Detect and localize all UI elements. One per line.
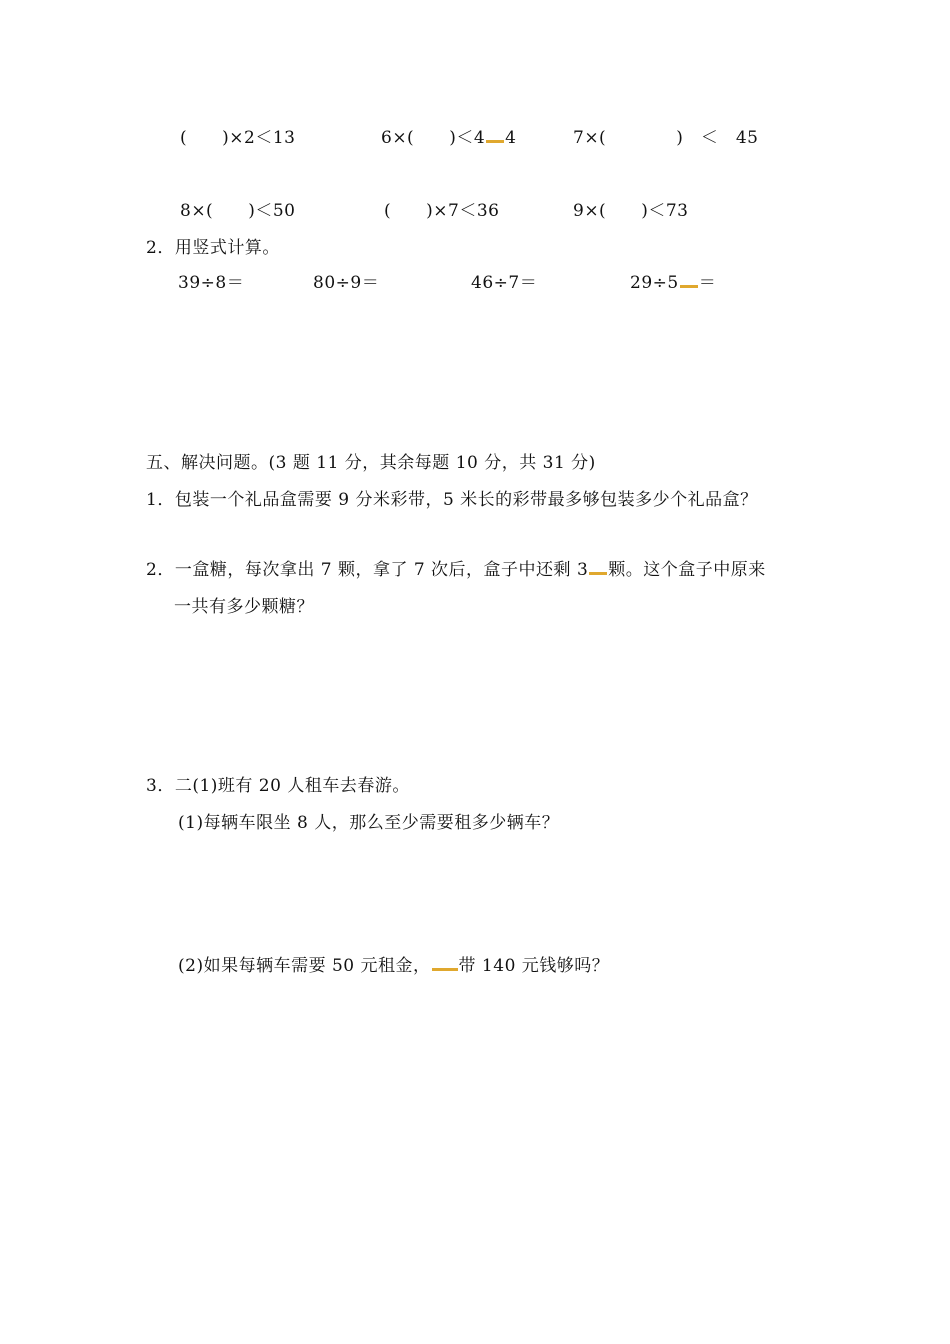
problem-1: 1．包装一个礼品盒需要 9 分米彩带，5 米长的彩带最多够包装多少个礼品盒？	[146, 490, 758, 510]
inequality-2-right: 4	[505, 128, 517, 148]
division-4-expr: 29÷5	[630, 273, 679, 293]
highlight-mark	[589, 572, 607, 575]
division-2: 80÷9＝	[313, 273, 380, 293]
problem-2-line-1	[146, 562, 766, 579]
problem-3: 3．二(1)班有 20 人租车去春游。	[146, 776, 410, 796]
problem-3-sub-1: (1)每辆车限坐 8 人，那么至少需要租多少辆车？	[178, 813, 560, 833]
highlight-mark	[486, 140, 504, 143]
problem-3-sub-2-part-b: 带 140 元钱够吗？	[458, 956, 610, 976]
problem-2-part-b: 颗。这个盒子中原来	[608, 560, 766, 580]
inequality-5: ( )×7＜36	[384, 201, 500, 221]
problem-3-sub-2	[178, 958, 609, 975]
division-4	[630, 275, 716, 292]
division-4-equals: ＝	[698, 273, 717, 293]
inequality-2	[381, 130, 516, 147]
inequality-3: 7×( ) ＜ 45	[573, 128, 759, 148]
inequality-6: 9×( )＜73	[573, 201, 689, 221]
question-title: 2．用竖式计算。	[146, 238, 280, 258]
problem-2-line-2: 一共有多少颗糖？	[174, 597, 314, 617]
highlight-mark	[680, 285, 698, 288]
problem-2-part-a: 2．一盒糖，每次拿出 7 颗，拿了 7 次后，盒子中还剩 3	[146, 560, 589, 580]
problem-3-sub-2-part-a: (2)如果每辆车需要 50 元租金，	[178, 956, 431, 976]
inequality-2-left: 6×( )＜4	[381, 128, 486, 148]
division-1: 39÷8＝	[178, 273, 245, 293]
inequality-1: ( )×2＜13	[180, 128, 296, 148]
section-title: 五、解决问题。(3 题 11 分，其余每题 10 分，共 31 分)	[146, 453, 596, 473]
highlight-mark	[432, 968, 458, 971]
division-3: 46÷7＝	[471, 273, 538, 293]
inequality-4: 8×( )＜50	[180, 201, 296, 221]
